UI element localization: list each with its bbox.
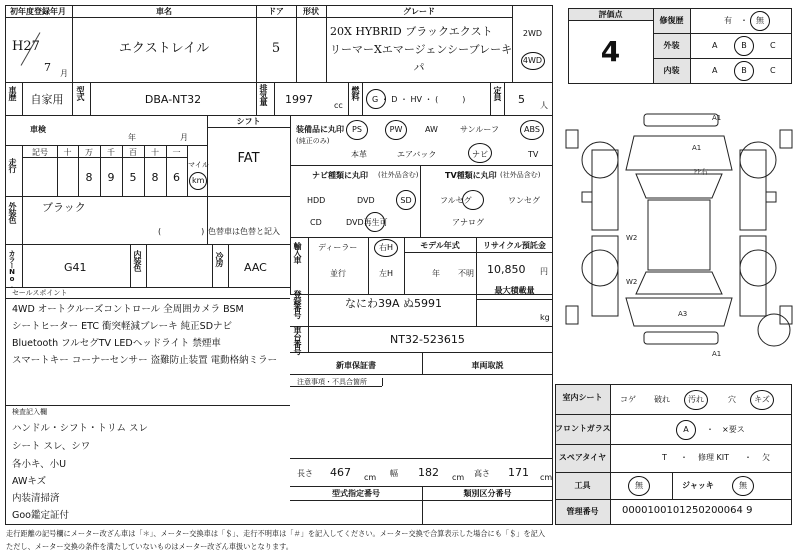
mileage-unit: km	[192, 176, 205, 185]
model-year-unknown: 不明	[458, 269, 474, 278]
usage-label: 車歴	[8, 86, 17, 100]
reg-era: H27	[12, 39, 40, 54]
navi-hdd: HDD	[307, 196, 326, 205]
spare-label: スペアタイヤ	[558, 453, 607, 462]
shape-label: 形状	[303, 7, 319, 16]
navi-dvd-play: DVD再生可	[346, 218, 388, 227]
color-note: 色替車は色替と記入	[208, 227, 280, 236]
tv-fullseg: フルセグ	[440, 196, 472, 205]
tv-analog: アナログ	[452, 218, 484, 227]
capacity-unit: 人	[540, 101, 548, 110]
footer-line2: ただし、メーター交換の条件を満たしていないものはメーター改ざん車扱いとなります。	[6, 542, 293, 551]
car-damage-diagram	[562, 100, 796, 372]
interior-b: B	[741, 66, 747, 75]
door-label: ドア	[268, 7, 284, 16]
model-year-label: モデル年式	[420, 241, 460, 250]
equip-sub: (純正のみ)	[296, 137, 330, 145]
navi-sub: (社外品含む)	[378, 171, 419, 179]
mileage-digit-0: 8	[85, 171, 93, 184]
repair-sep: ・	[740, 16, 748, 25]
diagram-mark-a1-front: A1	[712, 114, 722, 122]
aircon-value: AAC	[244, 261, 267, 274]
sales-line-1: シートヒーター ETC 衝突軽減ブレーキ 純正SDナビ	[12, 321, 233, 332]
mileage-unit-top: マイル	[188, 161, 209, 169]
diagram-mark-a3: A3	[678, 310, 688, 318]
grade-label: グレード	[403, 7, 435, 16]
spare-t: T	[662, 453, 667, 462]
inspection-year: 年	[128, 133, 136, 142]
color-no-label: カラーNo.	[8, 250, 16, 289]
navi-sd: SD	[400, 196, 412, 205]
mileage-unit-3: 百	[129, 148, 137, 157]
recycle-value: 10,850	[487, 263, 526, 276]
handle-left: 左H	[378, 269, 393, 278]
exterior-a: A	[712, 41, 718, 50]
diagram-mark-a1-rear: A1	[712, 350, 722, 358]
warranty-label: 新車保証書	[336, 361, 376, 370]
glass-label: フロントガラス	[555, 424, 611, 433]
inspector-line-3: AWキズ	[12, 476, 47, 487]
length-label: 長さ	[297, 469, 313, 478]
equip-sunroof: サンルーフ	[460, 125, 499, 134]
usage-value: 自家用	[30, 93, 64, 106]
seat-label: 室内シート	[562, 393, 603, 402]
fuel-label: 燃料	[351, 86, 360, 100]
shift-value: FAT	[237, 151, 260, 166]
aircon-label: 冷房	[215, 252, 224, 266]
mileage-digit-1: 9	[107, 171, 115, 184]
inspector-label: 検査記入欄	[12, 408, 47, 416]
exterior-c: C	[770, 41, 776, 50]
mileage-unit-4: 十	[151, 148, 159, 157]
color-label: 外装色	[8, 202, 17, 223]
plate-value: なにわ39A ぬ5991	[345, 297, 443, 310]
sales-line-2: Bluetooth フルセグTV LEDヘッドライト 禁煙車	[12, 338, 221, 349]
seat-stain: 汚れ	[688, 395, 704, 404]
glass-a: A	[683, 425, 689, 434]
mileage-unit-0: 十	[63, 148, 72, 157]
mileage-unit-5: 一	[172, 148, 181, 157]
spare-sep2: ・	[744, 453, 752, 462]
width-label: 幅	[390, 469, 398, 478]
grade-line1: 20X HYBRID ブラックエクスト	[330, 25, 493, 38]
grade-line3: パ	[413, 61, 425, 74]
inspector-line-1: シート スレ、シワ	[12, 441, 91, 452]
shift-label: シフト	[236, 117, 261, 126]
reg-month-unit: 月	[60, 69, 68, 78]
repair-label: 修復歴	[659, 16, 684, 25]
equip-ps: PS	[352, 125, 362, 134]
plate-label: 登録番号	[293, 290, 302, 318]
mgmt-value: 0000100101250200064 9	[622, 505, 753, 516]
mileage-unit-1: 万	[85, 148, 93, 157]
length-value: 467	[330, 466, 351, 479]
class-no-label: 類別区分番号	[463, 489, 512, 498]
equip-aw: AW	[425, 125, 438, 134]
inspector-line-2: 各小キ、小U	[12, 459, 67, 470]
model-label: 型式	[76, 86, 85, 100]
import-dealer: ディーラー	[318, 243, 358, 252]
tv-label: TV種類に丸印	[445, 171, 497, 180]
sales-line-0: 4WD オートクルーズコントロール 全周囲カメラ BSM	[12, 304, 244, 315]
displacement-label: 排気量	[259, 84, 268, 105]
max-load-unit: kg	[540, 313, 550, 322]
navi-cd: CD	[310, 218, 322, 227]
mileage-digit-2: 5	[129, 171, 137, 184]
seat-tear: 破れ	[654, 395, 670, 404]
mgmt-label: 管理番号	[566, 507, 599, 516]
diagram-note: ﾋﾋ右	[694, 168, 708, 176]
chassis-value: NT32-523615	[390, 333, 465, 346]
manual-label: 車両取説	[471, 361, 504, 370]
sales-points-label: セールスポイント	[12, 289, 68, 297]
tool-label: 工具	[574, 481, 591, 490]
score-label: 評価点	[598, 10, 623, 19]
tv-sub: (社外品含む)	[500, 171, 541, 179]
equip-tv: TV	[528, 150, 539, 159]
reg-month: 7	[44, 61, 51, 74]
interior-c: C	[770, 66, 776, 75]
mileage-digit-4: 6	[173, 171, 180, 184]
height-value: 171	[508, 466, 529, 479]
handle-right: 右H	[378, 243, 393, 252]
width-value: 182	[418, 466, 439, 479]
recycle-label: リサイクル預託金	[483, 241, 546, 250]
tv-oneseg: ワンセグ	[508, 196, 540, 205]
tool-value: 無	[635, 481, 643, 490]
mileage-unit-2: 千	[107, 148, 115, 157]
navi-dvd: DVD	[357, 196, 375, 205]
inspector-line-0: ハンドル・シフト・トリム スレ	[12, 423, 149, 434]
max-load-label: 最大積載量	[494, 286, 535, 295]
equip-leather: 本革	[351, 150, 367, 159]
inspection-label: 車検	[30, 125, 46, 134]
model-year-year: 年	[432, 269, 440, 278]
interior-a: A	[712, 66, 718, 75]
notes-label: 注意事項・不具合箇所	[297, 378, 367, 386]
color-value: ブラック	[42, 201, 86, 214]
width-unit: cm	[452, 473, 465, 482]
capacity-value: 5	[518, 93, 525, 106]
height-label: 高さ	[474, 469, 490, 478]
length-unit: cm	[364, 473, 377, 482]
exterior-b: B	[741, 41, 747, 50]
interior-label: 内装	[663, 66, 680, 75]
seat-hole: 穴	[728, 395, 736, 404]
car-name: エクストレイル	[118, 41, 210, 56]
capacity-label: 定員	[493, 86, 502, 100]
navi-label: ナビ種類に丸印	[312, 171, 368, 180]
type-no-label: 型式指定番号	[332, 489, 380, 498]
sales-line-3: スマートキー コーナーセンサー 盗難防止装置 電動格納ミラー	[12, 355, 278, 366]
chassis-label: 車台番号	[293, 326, 302, 354]
inspection-month: 月	[180, 133, 188, 142]
spare-none: 欠	[762, 453, 770, 462]
displacement-value: 1997	[285, 93, 313, 106]
color-no-value: G41	[64, 261, 87, 274]
import-heiko: 並行	[330, 269, 346, 278]
equip-pw: PW	[389, 125, 403, 134]
exterior-label: 外装	[663, 41, 680, 50]
car-name-label: 車名	[156, 7, 172, 16]
diagram-mark-w2-left: W2	[626, 234, 638, 242]
repair-none: 無	[756, 16, 764, 25]
glass-sep: ・	[706, 425, 714, 434]
mileage-digit-3: 8	[151, 171, 159, 184]
diagram-mark-w2-right: W2	[626, 278, 638, 286]
seat-burn: コゲ	[620, 395, 636, 404]
equip-airbag: エアバック	[397, 150, 437, 159]
interior-color-label: 内装色	[133, 250, 142, 271]
spare-kit: 修理 KIT	[698, 453, 730, 462]
jack-value: 無	[739, 481, 747, 490]
equip-navi: ナビ	[472, 150, 488, 159]
glass-replace: ×要ス	[722, 425, 745, 434]
mileage-label: 走行	[8, 158, 17, 172]
reg-date-label: 初年度登録年月	[10, 7, 66, 16]
import-label: 輸入車	[293, 242, 302, 263]
mileage-note: 記号	[32, 148, 48, 157]
equip-label: 装備品に丸印	[296, 125, 344, 134]
height-unit: cm	[540, 473, 553, 482]
score-value: 4	[600, 35, 621, 68]
spare-sep1: ・	[680, 453, 688, 462]
repair-yes: 有	[724, 16, 732, 25]
inspector-line-4: 内装清掃済	[12, 493, 60, 504]
displacement-unit: cc	[334, 101, 343, 110]
color-paren: ( )	[158, 227, 205, 236]
door-value: 5	[271, 41, 281, 56]
drive-4wd: 4WD	[522, 56, 543, 65]
footer-line1: 走行距離の記号欄にメーター改ざん車は「＊」、メーター交換車は「＄」、走行不明車は「＃」を記入してください。メーター交換で合算表示した場合にも「＄」を記入	[6, 529, 546, 538]
diagram-mark-a1-hood: A1	[692, 144, 702, 152]
inspector-line-5: Goo鑑定証付	[12, 510, 69, 521]
recycle-unit: 円	[540, 267, 548, 276]
drive-2wd: 2WD	[522, 29, 543, 38]
jack-label: ジャッキ	[682, 481, 714, 490]
seat-scratch: キズ	[754, 395, 770, 404]
grade-line2: リーマーXエマージェンシーブレーキ	[330, 43, 513, 56]
model-value: DBA-NT32	[144, 93, 202, 106]
fuel-options: G ・ D ・ HV ・ ( )	[372, 95, 466, 104]
equip-abs: ABS	[524, 125, 540, 134]
